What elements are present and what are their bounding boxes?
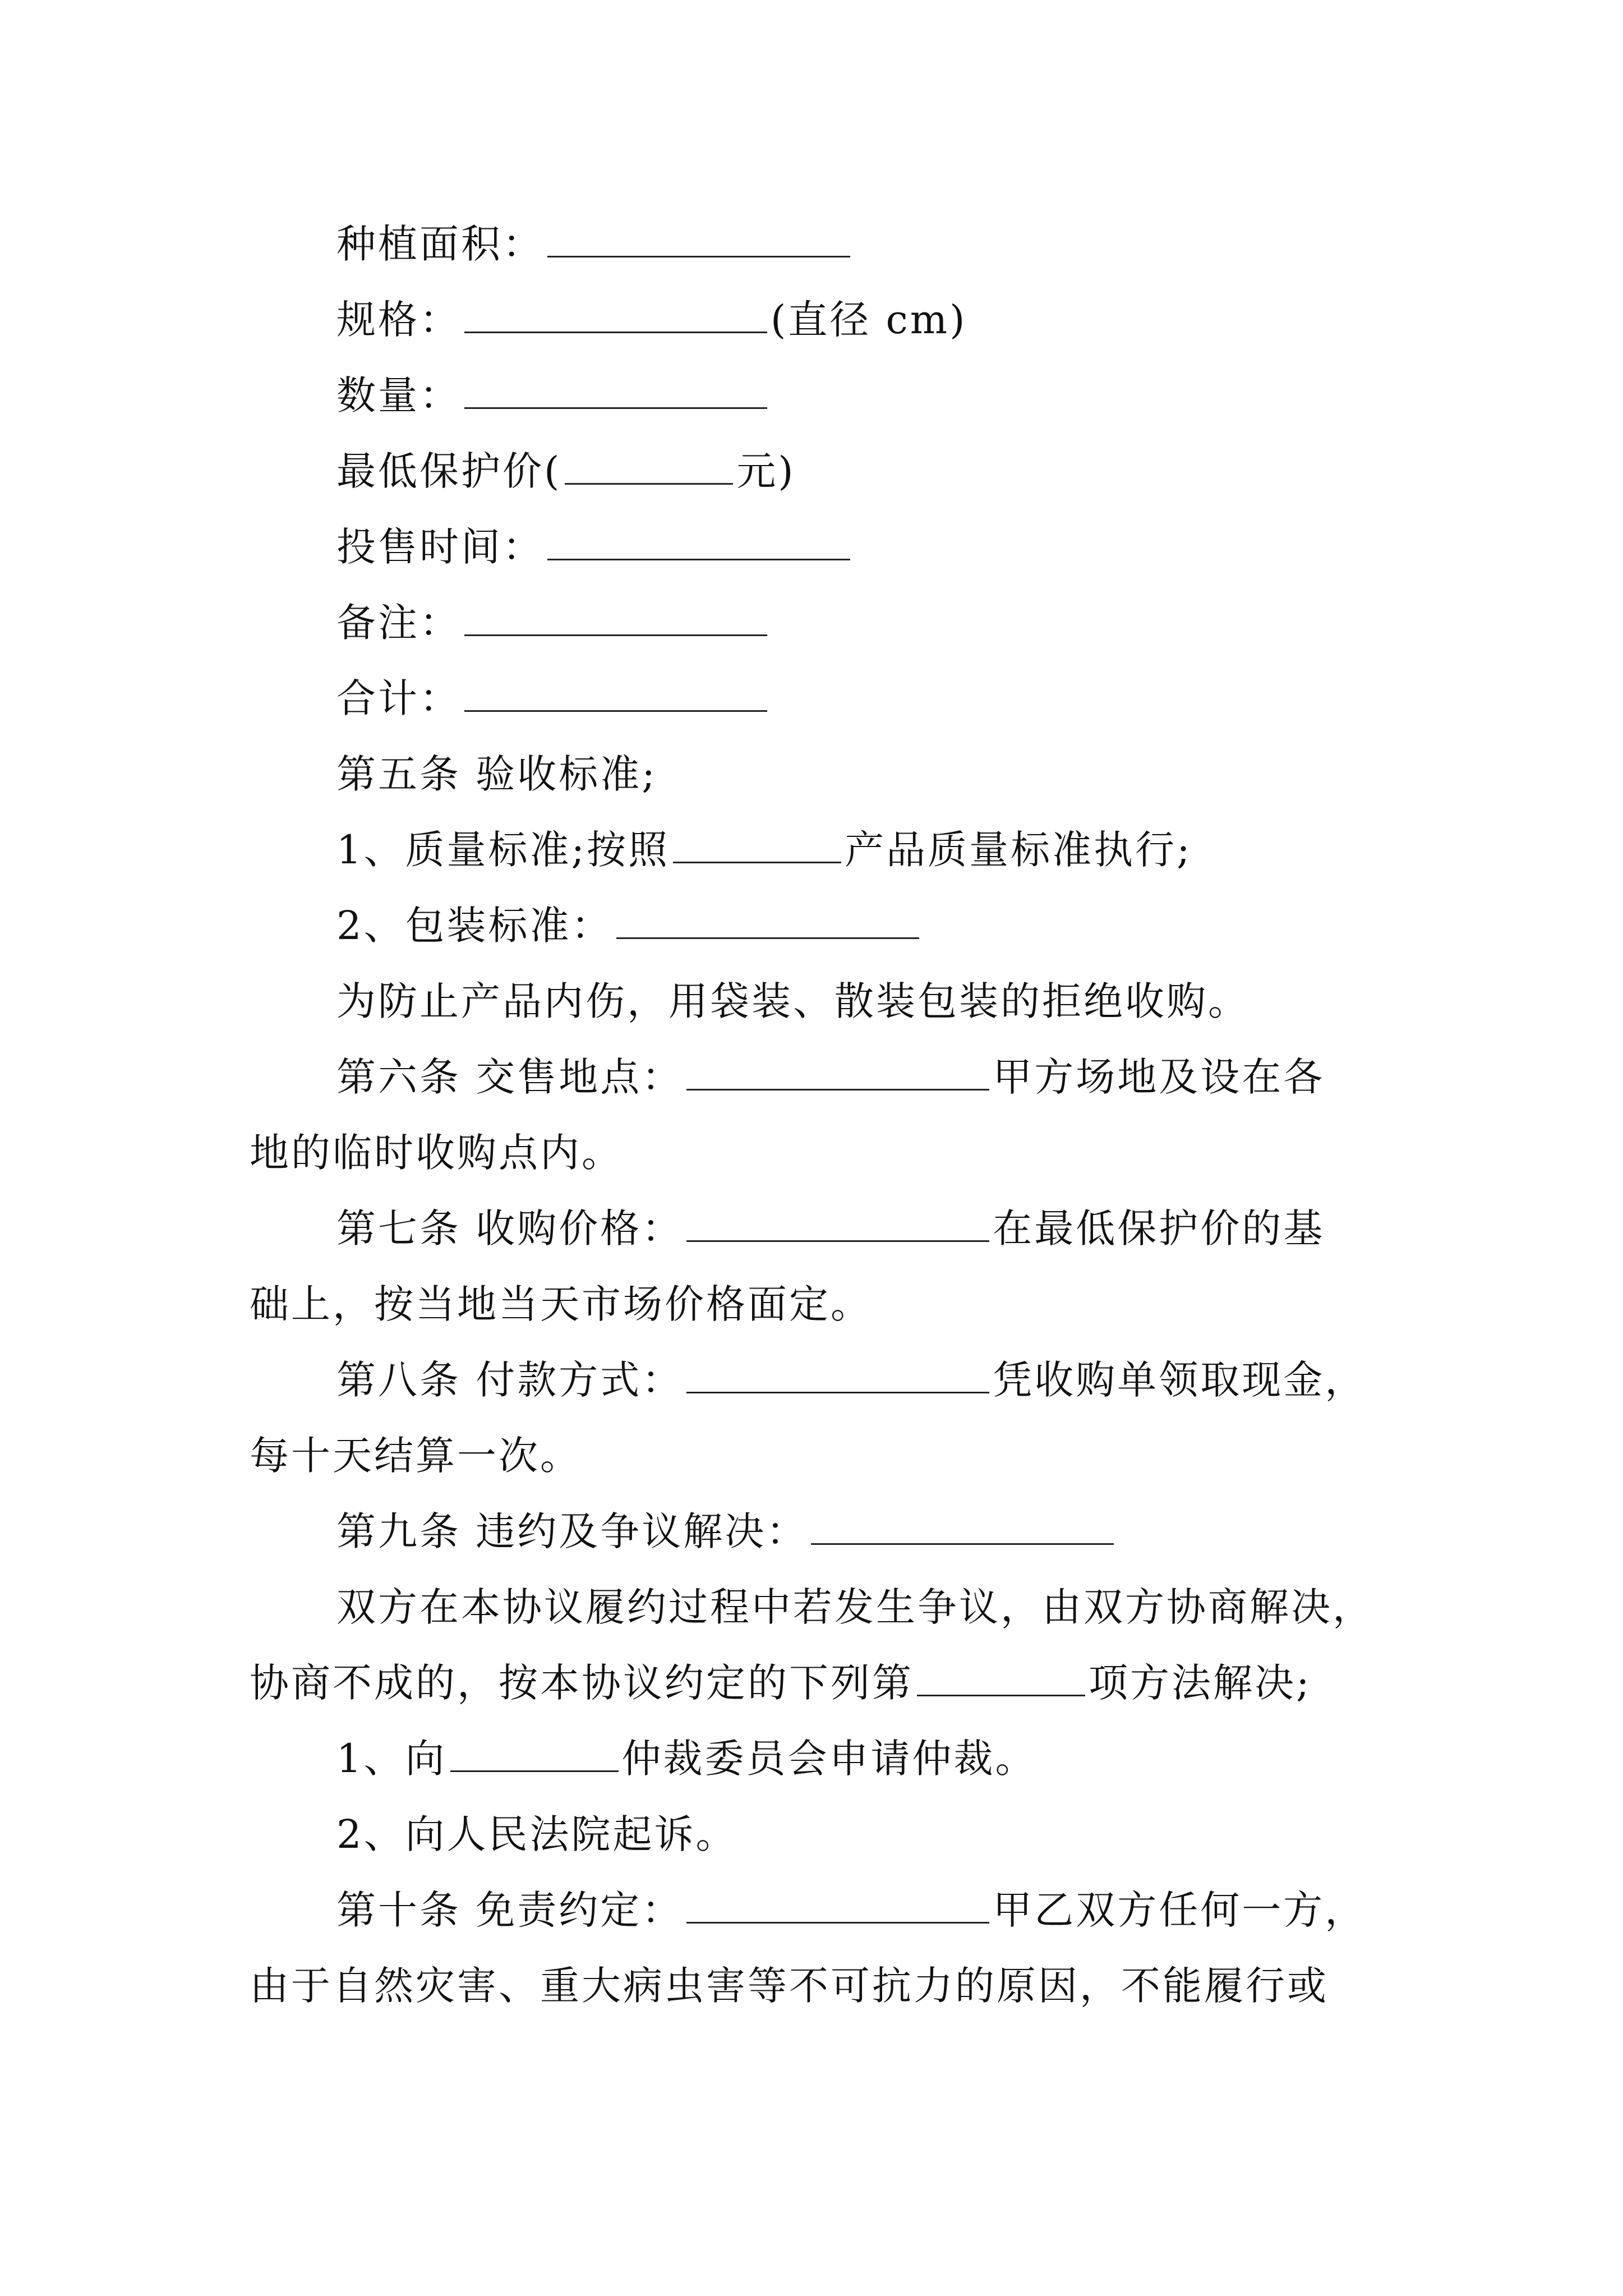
delivery-location-blank[interactable]	[686, 1056, 989, 1091]
article-10-text: 甲乙双方任何一方，	[993, 1887, 1367, 1933]
planting-area-line	[336, 219, 854, 269]
quality-standard-text: 产品质量标准执行;	[845, 827, 1192, 873]
exemption-blank[interactable]	[686, 1889, 989, 1924]
minimum-price-line	[336, 446, 796, 496]
article-7-label: 第七条 收购价格：	[336, 1205, 684, 1251]
total-blank[interactable]	[464, 678, 767, 712]
dispute-method-text: 项方法解决;	[1089, 1660, 1312, 1706]
purchase-price-blank[interactable]	[686, 1208, 989, 1242]
packaging-note: 为防止产品内伤，用袋装、散装包装的拒绝收购。	[336, 978, 1249, 1024]
litigation-option: 2、向人民法院起诉。	[336, 1811, 737, 1857]
total-label: 合计：	[336, 675, 461, 721]
dispute-paragraph-line-1: 双方在本协议履约过程中若发生争议，由双方协商解决，	[336, 1584, 1374, 1630]
planting-area-label: 种植面积：	[336, 221, 544, 267]
arbitration-option-line	[336, 1733, 1037, 1784]
specification-label: 规格：	[336, 297, 461, 343]
remarks-line	[336, 597, 771, 648]
article-8-line	[336, 1355, 1366, 1405]
dispute-method-blank[interactable]	[917, 1662, 1085, 1696]
payment-method-blank[interactable]	[686, 1359, 989, 1393]
dispute-resolution-blank[interactable]	[811, 1511, 1114, 1545]
sale-time-blank[interactable]	[547, 526, 850, 560]
article-6-line	[336, 1052, 1325, 1102]
sale-time-line	[336, 522, 854, 572]
article-9-label: 第九条 违约及争议解决：	[336, 1508, 808, 1554]
article-6-text: 甲方场地及设在各	[993, 1054, 1325, 1100]
quality-standard-label: 1、质量标准;按照	[336, 827, 670, 873]
arbitration-option-text: 仲裁委员会申请仲裁。	[621, 1736, 1037, 1782]
minimum-price-unit: 元)	[736, 448, 796, 494]
quality-standard-blank[interactable]	[673, 829, 841, 863]
specification-unit: (直径 cm)	[771, 297, 967, 343]
article-8-continuation: 每十天结算一次。	[250, 1433, 582, 1479]
article-7-text: 在最低保护价的基	[993, 1205, 1325, 1251]
arbitration-committee-blank[interactable]	[450, 1738, 619, 1772]
article-8-text: 凭收购单领取现金，	[993, 1357, 1367, 1403]
specification-line	[336, 295, 967, 345]
packaging-standard-label: 2、包装标准：	[336, 903, 613, 949]
quality-standard-line	[336, 825, 1192, 875]
dispute-method-label: 协商不成的，按本协议约定的下列第	[250, 1660, 914, 1706]
minimum-price-label: 最低保护价(	[336, 448, 562, 494]
quantity-blank[interactable]	[464, 375, 767, 409]
article-10-label: 第十条 免责约定：	[336, 1887, 684, 1933]
article-8-label: 第八条 付款方式：	[336, 1357, 684, 1403]
sale-time-label: 投售时间：	[336, 524, 544, 570]
total-line	[336, 673, 771, 724]
article-7-continuation: 础上，按当地当天市场价格面定。	[250, 1281, 872, 1327]
quantity-line	[336, 370, 771, 421]
article-7-line	[336, 1203, 1325, 1254]
minimum-price-blank[interactable]	[565, 450, 733, 485]
packaging-standard-line	[336, 900, 923, 951]
remarks-label: 备注：	[336, 600, 461, 646]
specification-blank[interactable]	[464, 299, 767, 333]
article-6-label: 第六条 交售地点：	[336, 1054, 684, 1100]
article-9-line	[336, 1506, 1117, 1557]
article-6-continuation: 地的临时收购点内。	[250, 1130, 623, 1176]
remarks-blank[interactable]	[464, 602, 767, 636]
planting-area-blank[interactable]	[547, 223, 850, 257]
packaging-standard-blank[interactable]	[616, 905, 919, 939]
quantity-label: 数量：	[336, 372, 461, 418]
article-5-heading: 第五条 验收标准;	[336, 751, 657, 797]
article-10-continuation: 由于自然灾害、重大病虫害等不可抗力的原因，不能履行或	[250, 1963, 1329, 2009]
arbitration-option-label: 1、向	[336, 1736, 447, 1782]
article-10-line	[336, 1885, 1366, 1935]
dispute-paragraph-line-2	[250, 1658, 1312, 1708]
